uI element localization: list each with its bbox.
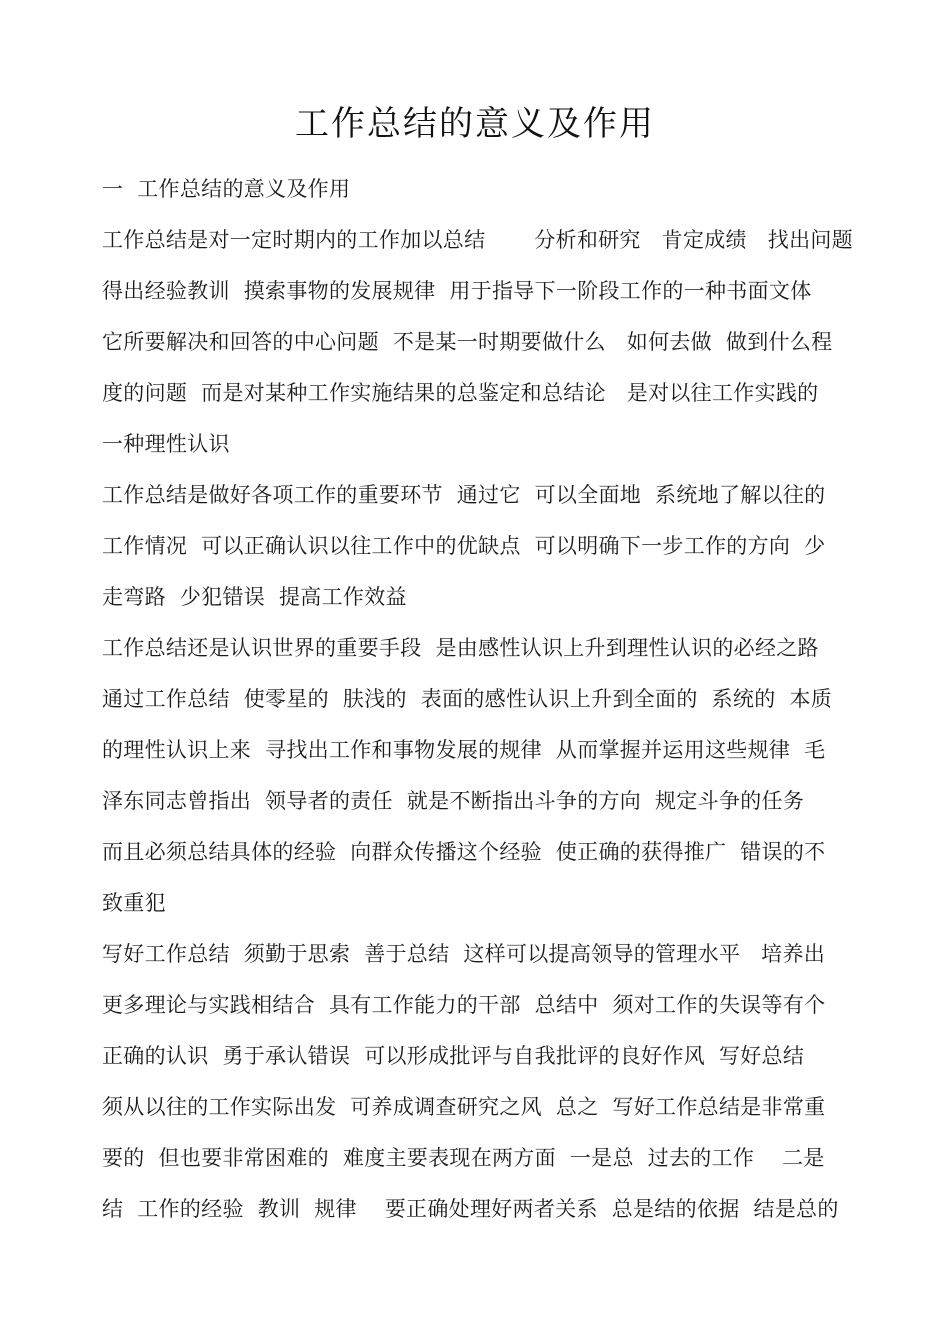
text-line: 它所要解决和回答的中心问题 不是某一时期要做什么 如何去做 做到什么程 <box>102 330 833 354</box>
text-line: 一种理性认识 <box>102 432 230 456</box>
text-line: 走弯路 少犯错误 提高工作效益 <box>102 585 407 609</box>
text-line: 的理性认识上来 寻找出工作和事物发展的规律 从而掌握并运用这些规律 毛 <box>102 738 826 762</box>
text-line: 而且必须总结具体的经验 向群众传播这个经验 使正确的获得推广 错误的不 <box>102 840 826 864</box>
document-body <box>102 164 862 1235</box>
text-line: 得出经验教训 摸索事物的发展规律 用于指导下一阶段工作的一种书面文体 <box>102 279 812 303</box>
text-line: 工作总结是做好各项工作的重要环节 通过它 可以全面地 系统地了解以往的 <box>102 483 826 507</box>
text-line: 写好工作总结 须勤于思索 善于总结 这样可以提高领导的管理水平 培养出 <box>102 942 826 966</box>
text-line: 工作总结是对一定时期内的工作加以总结 分析和研究 肯定成绩 找出问题 <box>102 228 853 252</box>
text-line: 通过工作总结 使零星的 肤浅的 表面的感性认识上升到全面的 系统的 本质 <box>102 687 833 711</box>
text-line: 更多理论与实践相结合 具有工作能力的干部 总结中 须对工作的失误等有个 <box>102 993 826 1017</box>
text-line: 结 工作的经验 教训 规律 要正确处理好两者关系 总是结的依据 结是总的 <box>102 1197 839 1221</box>
text-line: 致重犯 <box>102 891 166 915</box>
document-title: 工作总结的意义及作用 <box>295 104 655 144</box>
text-line: 工作总结还是认识世界的重要手段 是由感性认识上升到理性认识的必经之路 <box>102 636 819 660</box>
text-line: 度的问题 而是对某种工作实施结果的总鉴定和总结论 是对以往工作实践的 <box>102 381 819 405</box>
text-line: 正确的认识 勇于承认错误 可以形成批评与自我批评的良好作风 写好总结 <box>102 1044 805 1068</box>
text-line: 泽东同志曾指出 领导者的责任 就是不断指出斗争的方向 规定斗争的任务 <box>102 789 805 813</box>
text-line: 要的 但也要非常困难的 难度主要表现在两方面 一是总 过去的工作 二是 <box>102 1146 825 1170</box>
text-line: 须从以往的工作实际出发 可养成调查研究之风 总之 写好工作总结是非常重 <box>102 1095 826 1119</box>
text-line: 工作情况 可以正确认识以往工作中的优缺点 可以明确下一步工作的方向 少 <box>102 534 826 558</box>
section-heading: 一 工作总结的意义及作用 <box>102 177 351 201</box>
